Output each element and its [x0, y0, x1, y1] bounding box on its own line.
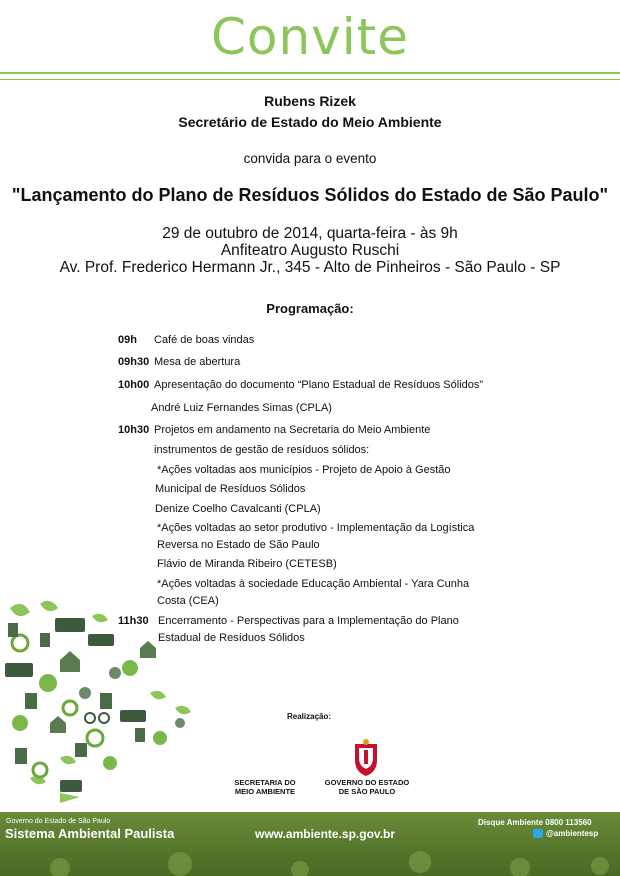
program-item	[118, 379, 483, 392]
website-link[interactable]: www.ambiente.sp.gov.br	[255, 827, 396, 841]
event-address: Av. Prof. Frederico Hermann Jr., 345 - Alto de Pinheiros - São Paulo - SP	[59, 259, 561, 276]
program-text: Municipal de Resíduos Sólidos	[155, 483, 306, 495]
event-title: "Lançamento do Plano de Resíduos Sólidos do Estado de São Paulo"	[11, 185, 609, 205]
program-text: Apresentação do documento “Plano Estadual de Resíduos Sólidos”	[154, 379, 483, 391]
sp-coat-of-arms-logo	[349, 738, 383, 778]
realizacao-label: Realização:	[287, 712, 332, 721]
foliage-decoration	[0, 848, 620, 876]
program-text: Costa (CEA)	[157, 595, 219, 607]
program-text: Café de boas vindas	[154, 334, 255, 346]
program-speaker: André Luiz Fernandes Simas (CPLA)	[151, 402, 332, 414]
governo-sp-logo: GOVERNO DO ESTADO DE SÃO PAULO	[324, 778, 410, 796]
program-speaker: Denize Coelho Cavalcanti (CPLA)	[155, 503, 321, 515]
event-date: 29 de outubro de 2014, quarta-feira - às 9h	[162, 225, 458, 242]
program-text: *Ações voltadas aos municípios - Projeto de Apoio à Gestão	[157, 464, 451, 476]
program-time: 09h30	[118, 356, 150, 368]
page-title: Convite	[210, 8, 410, 66]
program-text: Mesa de abertura	[154, 356, 241, 368]
plane-icon	[60, 793, 80, 803]
host-role: Secretário de Estado do Meio Ambiente	[178, 114, 442, 130]
program-speaker: Flávio de Miranda Ribeiro (CETESB)	[157, 558, 337, 570]
program-time: 10h30	[118, 424, 150, 436]
host-name: Rubens Rizek	[264, 93, 356, 109]
twitter-icon	[533, 829, 543, 838]
program-text: *Ações voltadas ao setor produtivo - Implementação da Logística	[157, 522, 475, 534]
leaf-icon	[10, 601, 191, 784]
program-heading: Programação:	[266, 301, 354, 316]
program-text: Projetos em andamento na Secretaria do Meio Ambiente	[154, 424, 431, 436]
event-venue: Anfiteatro Augusto Ruschi	[220, 242, 400, 259]
sma-logo: SECRETARIA DO MEIO AMBIENTE	[234, 778, 296, 796]
footer-system: Sistema Ambiental Paulista	[5, 826, 175, 841]
program-item	[118, 424, 430, 437]
invite-line: convida para o evento	[243, 151, 377, 166]
footer-gov: Governo do Estado de São Paulo	[6, 818, 111, 825]
footer-hotline: Disque Ambiente 0800 113560	[478, 818, 592, 827]
program-text: Estadual de Resíduos Sólidos	[158, 632, 305, 644]
footer-bar	[0, 812, 620, 876]
program-text: instrumentos de gestão de resíduos sólidos:	[154, 444, 370, 456]
eco-icons-map-illustration	[0, 598, 205, 810]
program-item	[118, 334, 254, 347]
program-time: 10h00	[118, 379, 150, 391]
program-text: Encerramento - Perspectivas para a Implementação do Plano	[158, 615, 459, 627]
program-time: 09h	[118, 334, 137, 346]
program-text: Reversa no Estado de São Paulo	[157, 539, 320, 551]
program-item	[118, 356, 240, 369]
bike-icon	[85, 713, 109, 723]
program-time: 11h30	[118, 615, 149, 627]
title-rule-top	[0, 72, 620, 74]
program-text: *Ações voltadas à sociedade Educação Ambiental - Yara Cunha	[157, 578, 470, 590]
title-rule-bottom	[0, 79, 620, 80]
twitter-handle[interactable]: @ambientesp	[546, 829, 599, 838]
